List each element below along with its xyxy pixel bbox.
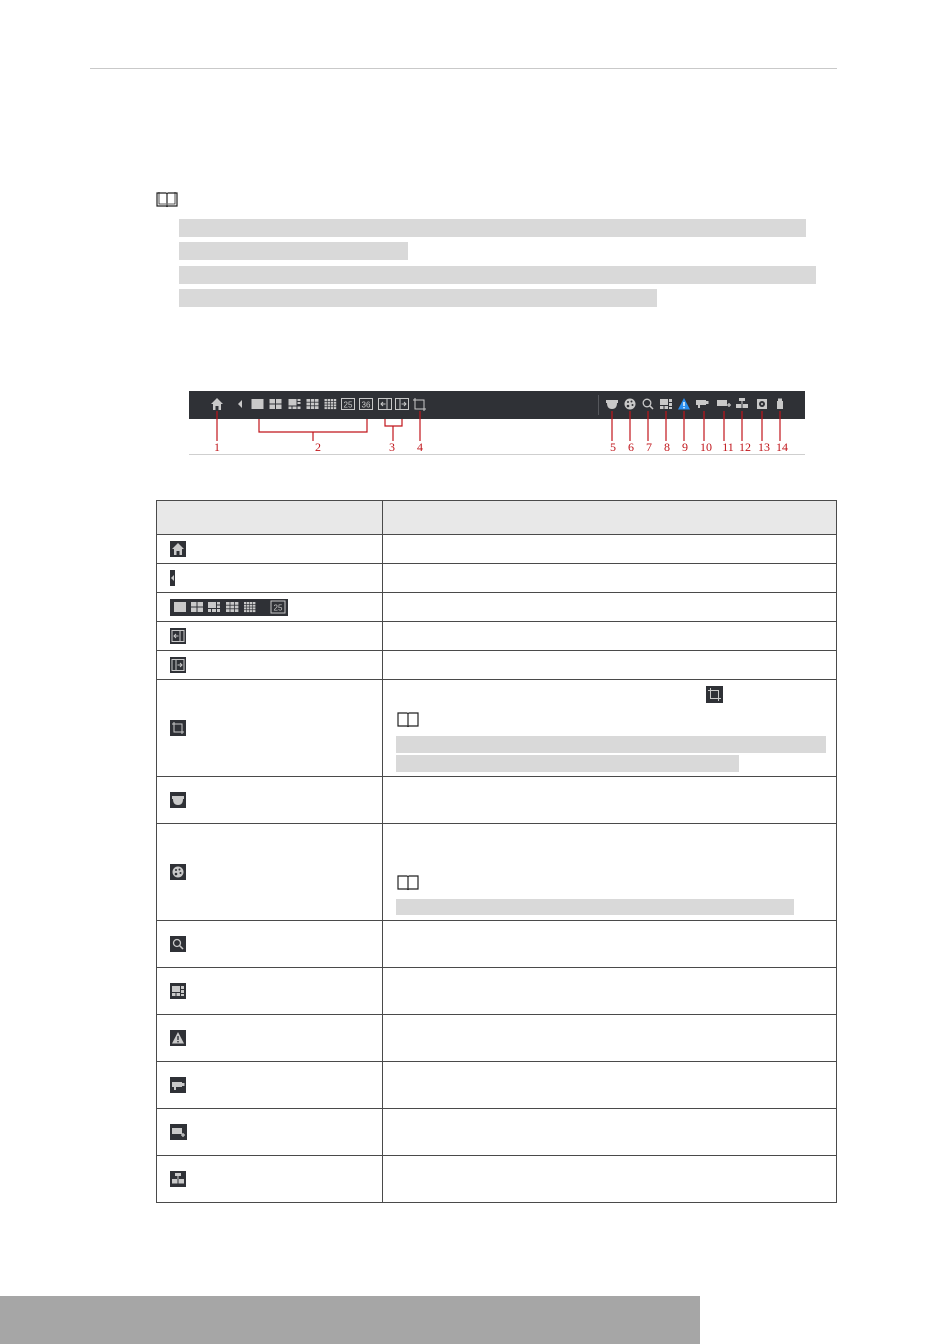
table-cell-description	[383, 1156, 837, 1203]
callout-10: 10	[700, 440, 712, 454]
table-cell-description	[383, 1015, 837, 1062]
callout-12: 12	[739, 440, 751, 454]
table-cell-description	[383, 651, 837, 680]
table-row	[157, 777, 837, 824]
table-row	[157, 535, 837, 564]
tour-icon	[170, 720, 186, 736]
callout-4: 4	[417, 440, 423, 454]
alarm-icon	[170, 1030, 186, 1046]
redacted-text-line	[179, 219, 806, 237]
callout-14: 14	[776, 440, 788, 454]
callout-13: 13	[758, 440, 770, 454]
table-row	[157, 1062, 837, 1109]
network-icon	[170, 1171, 186, 1187]
callout-7: 7	[646, 440, 652, 454]
table-cell-description	[383, 968, 837, 1015]
callout-5: 5	[610, 440, 616, 454]
redacted-text-line	[396, 755, 739, 772]
table-row	[157, 1015, 837, 1062]
split-mode-icons	[170, 599, 288, 616]
callout-lines	[189, 391, 805, 455]
toolbar-figure	[189, 391, 805, 455]
table-row	[157, 593, 837, 622]
callout-8: 8	[664, 440, 670, 454]
split-25-label: 25	[343, 400, 353, 410]
table-row	[157, 921, 837, 968]
redacted-text-line	[396, 899, 794, 915]
previous-screen-icon	[170, 628, 186, 644]
table-row	[157, 680, 837, 777]
callout-11: 11	[722, 440, 734, 454]
icon-description-table	[156, 500, 837, 1203]
broadcast-icon	[170, 983, 186, 999]
add-device-icon	[170, 1124, 187, 1140]
callout-2: 2	[315, 440, 321, 454]
table-header-description	[383, 501, 837, 535]
table-header-row	[157, 501, 837, 535]
remote-device-icon	[170, 1077, 186, 1093]
book-icon	[156, 191, 178, 208]
table-cell-description	[383, 1062, 837, 1109]
table-row	[157, 1156, 837, 1203]
table-cell-description	[383, 777, 837, 824]
footer-bar	[0, 1296, 700, 1344]
header-rule	[90, 68, 837, 69]
book-icon	[397, 711, 419, 728]
table-row	[157, 564, 837, 593]
table-cell-description	[383, 622, 837, 651]
table-cell-description	[383, 1109, 837, 1156]
table-cell-description	[383, 535, 837, 564]
redacted-text-line	[396, 736, 826, 753]
next-screen-icon	[170, 657, 186, 673]
redacted-text-line	[179, 266, 816, 284]
table-cell-description	[383, 593, 837, 622]
split-36-label: 36	[361, 400, 371, 410]
ptz-icon	[170, 792, 186, 808]
tour-icon	[706, 686, 723, 703]
callout-6: 6	[628, 440, 634, 454]
table-row	[157, 968, 837, 1015]
collapse-arrow-icon	[170, 570, 175, 586]
table-cell-description	[383, 921, 837, 968]
table-row	[157, 622, 837, 651]
redacted-text-line	[179, 242, 408, 260]
search-icon	[170, 936, 186, 952]
table-header-icon	[157, 501, 383, 535]
table-cell-description	[383, 824, 837, 921]
table-row	[157, 824, 837, 921]
figure-bottom-rule	[189, 454, 805, 455]
callout-9: 9	[682, 440, 688, 454]
table-cell-description	[383, 564, 837, 593]
table-row	[157, 1109, 837, 1156]
table-cell-description	[383, 680, 837, 777]
table-row	[157, 651, 837, 680]
callout-1: 1	[214, 440, 220, 454]
redacted-text-line	[179, 289, 657, 307]
color-icon	[170, 864, 186, 880]
home-icon	[170, 541, 186, 557]
split-25-table-label: 25	[273, 603, 283, 612]
book-icon	[397, 874, 419, 891]
callout-3: 3	[389, 440, 395, 454]
